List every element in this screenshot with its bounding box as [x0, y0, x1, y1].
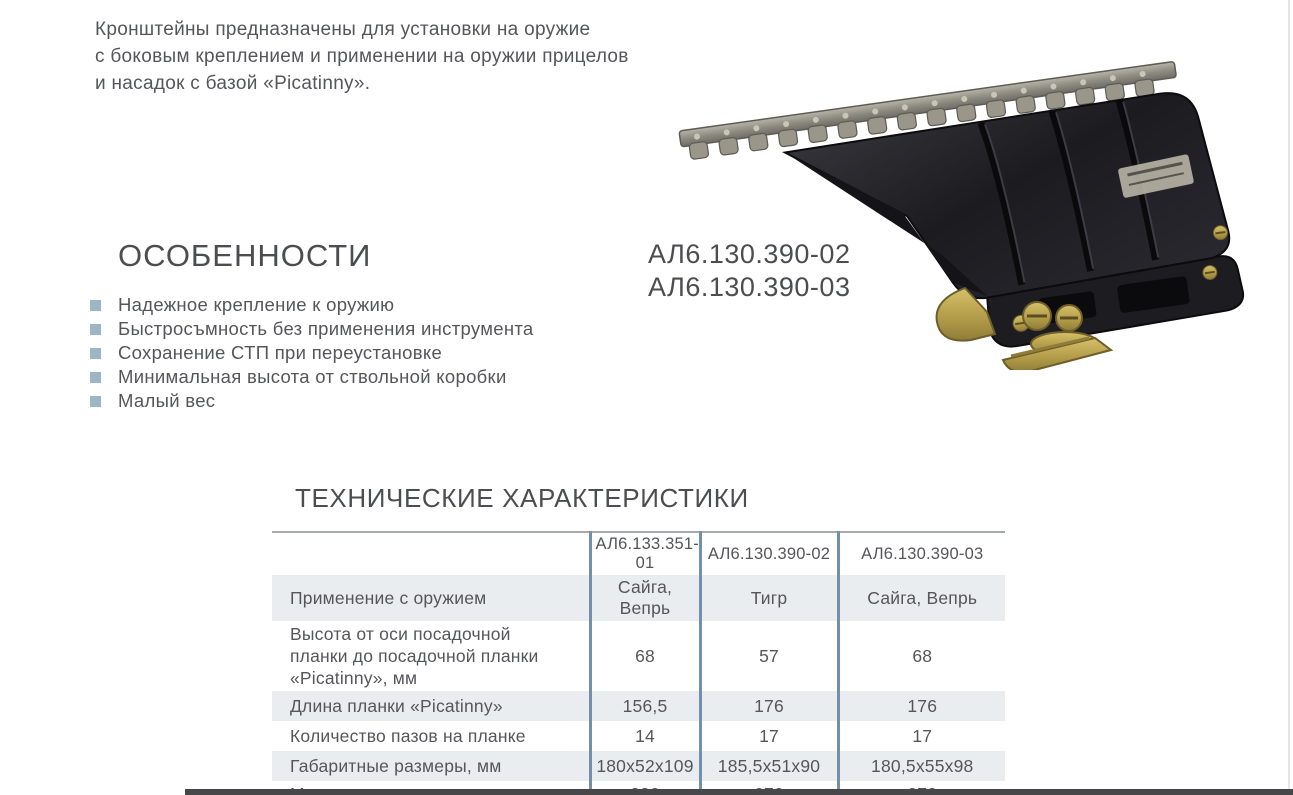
spec-value: 14 [590, 721, 700, 751]
bullet-square-icon [90, 324, 101, 335]
spec-value: 176 [700, 691, 838, 721]
list-item [90, 365, 534, 389]
header-empty-cell [272, 532, 590, 575]
feature-label: Малый вес [118, 390, 216, 411]
table-row [272, 721, 1005, 751]
feature-label: Надежное крепление к оружию [118, 294, 395, 315]
list-item [90, 293, 534, 317]
intro-paragraph [95, 16, 629, 97]
spec-row-label: Длина планки «Picatinny» [272, 691, 590, 721]
product-codes [648, 238, 850, 304]
bullet-square-icon [90, 300, 101, 311]
bullet-square-icon [90, 348, 101, 359]
table-row [272, 691, 1005, 721]
spec-value: 180,5x55x98 [838, 751, 1005, 781]
intro-line: и насадок с базой «Picatinny». [95, 73, 371, 94]
spec-value: 17 [838, 721, 1005, 751]
page-edge-line [1288, 0, 1290, 795]
spec-value: 180x52x109 [590, 751, 700, 781]
product-code: АЛ6.130.390-03 [648, 272, 851, 302]
spec-value: 17 [700, 721, 838, 751]
specs-table [272, 531, 1005, 795]
table-row [272, 621, 1005, 691]
spec-value: Сайга, Вепрь [590, 575, 700, 621]
table-row [272, 751, 1005, 781]
table-row [272, 575, 1005, 621]
spec-value: 57 [700, 621, 838, 691]
list-item [90, 341, 534, 365]
spec-value: 185,5x51x90 [700, 751, 838, 781]
spec-value: Сайга, Вепрь [838, 575, 1005, 621]
spec-value: 176 [838, 691, 1005, 721]
spec-value: 68 [590, 621, 700, 691]
list-item [90, 389, 534, 413]
intro-line: Кронштейны предназначены для установки на оружие [95, 19, 591, 40]
spec-value: Тигр [700, 575, 838, 621]
specs-title: ТЕХНИЧЕСКИЕ ХАРАКТЕРИСТИКИ [295, 483, 749, 513]
table-header-row [272, 532, 1005, 575]
spec-value: 156,5 [590, 691, 700, 721]
features-list [90, 293, 534, 413]
spec-value: 68 [838, 621, 1005, 691]
spec-row-label: Высота от оси посадочной планки до посадочной планки «Picatinny», мм [290, 624, 539, 688]
intro-line: с боковым креплением и применении на оружии прицелов [95, 46, 629, 67]
feature-label: Быстросъмность без применения инструмента [118, 318, 534, 339]
spec-row-label: Количество пазов на планке [290, 725, 526, 746]
feature-label: Минимальная высота от ствольной коробки [118, 366, 507, 387]
page-bottom-bar [185, 789, 1293, 795]
list-item [90, 317, 534, 341]
product-code: АЛ6.130.390-02 [648, 239, 851, 269]
column-header: АЛ6.133.351-01 [590, 532, 700, 575]
column-header: АЛ6.130.390-02 [700, 532, 838, 575]
features-title: ОСОБЕННОСТИ [118, 238, 372, 273]
bullet-square-icon [90, 396, 101, 407]
product-photo [665, 0, 1255, 370]
column-header: АЛ6.130.390-03 [838, 532, 1005, 575]
feature-label: Сохранение СТП при переустановке [118, 342, 443, 363]
spec-row-label: Применение с оружием [272, 575, 590, 621]
bullet-square-icon [90, 372, 101, 383]
spec-row-label: Габаритные размеры, мм [272, 751, 590, 781]
